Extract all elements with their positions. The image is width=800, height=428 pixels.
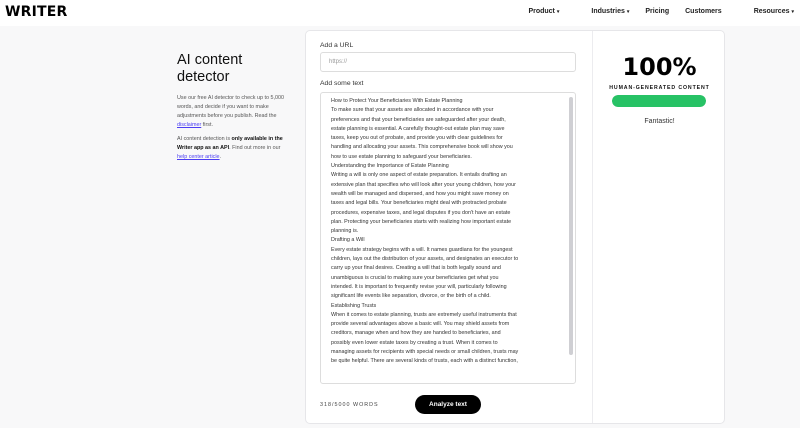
text-line: children, lays out the distribution of your assets, and designates an executor to [331,256,519,263]
text-line: Writing a will is only one aspect of estate preparation. It entails drafting an [331,172,507,179]
text-line: Every estate strategy begins with a will. It names guardians for the youngest [331,246,513,253]
help-center-link[interactable]: help center article [177,154,220,160]
page-title: AI content detector [177,52,243,85]
disclaimer-link[interactable]: disclaimer [177,122,202,128]
nav-item-industries[interactable]: Industries ▾ [591,8,630,15]
text-line: Understanding the Importance of Estate Planning [331,163,449,170]
text-line: preferences and that your beneficiaries are safeguarded after your death, [331,116,506,123]
text-line: plan. Protecting your beneficiaries starts with realizing how important estate [331,218,512,225]
text-line: creditors, manage when and how they are handed to beneficiaries, and [331,330,501,337]
word-count: 318/5000 WORDS [320,402,379,408]
text-line: carry up your final desires. Creating a will that is both legally sound and [331,265,501,272]
text-label: Add some text [320,80,364,87]
text-line: taxes and legal bills. Your beneficiaries might deal with protracted probate [331,200,507,207]
text-line: be quite helpful. There are several kinds of trusts, each with a distinct function, [331,358,518,365]
text-line: intended. It is important to frequently revise your will, particularly following [331,283,507,290]
nav-item-pricing[interactable]: Pricing [645,8,670,15]
text-line: procedures, expensive taxes, and legal disputes if you don't have an estate [331,209,511,216]
human-score: 100% [622,53,697,81]
chevron-down-icon: ▾ [556,9,560,15]
nav-menu [496,8,794,15]
verdict-text: Fantastic! [644,118,675,125]
text-line: how to use estate planning to safeguard your beneficiaries. [331,153,472,160]
text-line: managing assets for recipients with special needs or small children, trusts may [331,349,519,356]
text-input-content [331,97,563,367]
text-line: When it comes to estate planning, trusts are extremely useful instruments that [331,311,517,318]
text-line: provide several advantages above a basic will. You may shield assets from [331,321,510,328]
detector-panel [305,30,725,424]
nav-item-customers[interactable]: Customers [685,8,722,15]
text-line: extensive plan that specifies who will look after your young children, how your [331,181,516,188]
text-line: Drafting a Will [331,237,365,244]
writer-logo[interactable]: WRITER [5,4,68,20]
text-line: unambiguous is crucial to making sure your beneficiaries get what you [331,274,499,281]
nav-item-product[interactable]: Product ▾ [528,8,560,15]
nav-item-resources[interactable]: Resources ▾ [753,8,794,15]
chevron-down-icon: ▾ [626,9,630,15]
text-line: How to Protect Your Beneficiaries With Estate Planning [331,98,463,104]
score-progress-bar [612,95,706,107]
score-label: HUMAN-GENERATED CONTENT [609,85,710,91]
intro-text: Use our free AI detector to check up to 5,000 words, and decide if you want to make adjustments before you publish. Read the disclaimer first. [177,95,284,128]
score-progress-fill [612,95,706,107]
textarea-scrollbar[interactable] [569,97,573,355]
analyze-text-button[interactable]: Analyze text [415,395,481,414]
url-label: Add a URL [320,42,354,49]
text-input[interactable] [320,92,576,384]
text-line: To make sure that your assets are allocated in accordance with your [331,107,494,114]
text-line: wealth will be managed and dispersed, and how you might save money on [331,190,509,197]
url-input[interactable]: https:// [320,52,576,72]
text-line: possibly even lower estate taxes by creating a trust. When it comes to [331,339,498,346]
text-line: handling and allocating your assets. This comprehensive book will show you [331,144,513,151]
top-navigation [0,0,800,26]
api-note: AI content detection is only available in the Writer app as an API. Find out more in our help center article. [177,136,283,160]
text-line: taxes, keep you out of probate, and provide you with clear guidelines for [331,135,503,142]
text-line: Establishing Trusts [331,302,377,309]
text-line: planning is. [331,228,359,235]
chevron-down-icon: ▾ [791,9,794,15]
text-line: significant life events like separation, divorce, or the birth of a child. [331,293,491,300]
intro-section [177,52,292,162]
text-line: estate planning is essential. A carefully thought-out estate plan may save [331,125,505,132]
